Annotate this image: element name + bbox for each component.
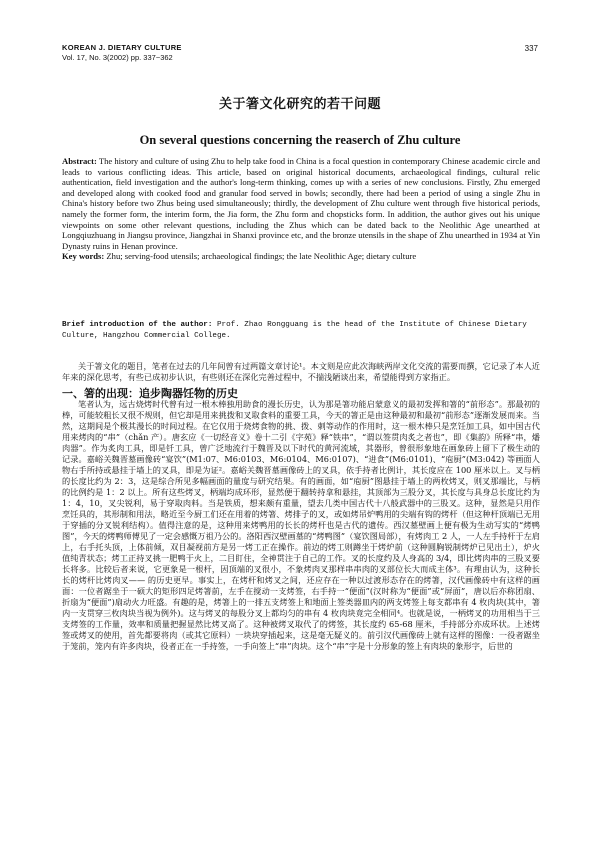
journal-header (62, 43, 182, 62)
abstract-text: The history and culture of using Zhu to help take food in China is a focal question in contemporary Chinese academic circle and leads to various conflicting ideas. This article, based on original historical documents, archaeological findings, cultural relic authentication, field investigation and the author's long-term thinking, comes up with a series of new conclusions. Firstly, Zhu emerged and developed along with cooked food and granular food served in bowls; secondly, there had been a period of using a single Zhu in China's history before two Zhus being used simultaneously; thirdly, the development of Zhu culture went through five historical periods, namely the former form, the interim form, the Jia form, the Zhu form and chopsticks form. In addition, the author gives out his unique viewpoints on some other relevant questions, including the Zhus which can be dated back to the Neolithic Age unearthed at Longqiuzhuang in Jiangsu province, Jiangzhai in Shanxi province etc, and the bronze utensils in the shape of Zhu unearthed in 1934 at Yin Dynasty ruins in Henan province. (62, 156, 540, 251)
volume-info: Vol. 17, No. 3(2002) pp. 337~362 (62, 52, 173, 62)
author-brief (62, 320, 542, 342)
intro-paragraph: 关于箸文化的题目，笔者在过去的几年间曾有过两篇文章讨论¹。本文则是应此次海峡两岸文化交流的需要而撰，它记录了本人近年来的深化思考，有些已成初步认识，有些则还在深化完善过程中，不揣浅陋谈出来，希望能得到方家指正。 (62, 361, 540, 382)
journal-name: KOREAN J. DIETARY CULTURE (62, 43, 182, 52)
keywords-text: Zhu; serving-food utensils; archaeological findings; the late Neolithic Age; dietary culture (106, 251, 417, 262)
section-heading: 一、箸的出现：追步陶器饪物的历史 (62, 387, 238, 400)
chinese-title: 关于箸文化研究的若干问题 (218, 97, 381, 112)
english-title: On several questions concerning the reaserch of Zhu culture (139, 133, 461, 147)
section-paragraph: 笔者认为，远古烧烤时代曾有过一根木棒独用助食的漫长历史，认为那是箸功能启蒙意义的最初发挥和箸的“前形态”。那最初的棒，可能较粗长又很不规则，但它却是用来挑拨和叉取食料的重要工具，今天的箸正是由这种最初和最初“前形态”逐渐发展而来。当然，这期间是个极其漫长的时间过程。在它仅用于烧烤食物的挑、拨、刺等动作的作用时，这一根木棒只是烹饪加工具，如中国古代用来烤肉的“串”（chǎn 产）。唐玄应《一切经音义》卷十二引《字苑》释“铁串”，“谓以签贯肉炙之者也”，即《集韵》所释“串，燔肉器”。作为炙肉工具，即是钎工具，曾广泛地流行于魏晋及以下时代的黄河流域，其器形，曾很形象地在画象砖上留下了极生动的记录。嘉峪关魏晋墓画像砖“宴饮”(M1:07、M6:0103、M6:0104、M6:0107)、“进食”(M6:0101)、“庖厨”(M3:042) 等画面人物右手所持或悬挂于墙上的叉具，即是为证²。嘉峪关魏晋墓画像砖上的叉具，依手持者比例计，其长度应在 100 厘米以上。叉与柄的长度比约为 2：3，这是综合所见多幅画面的量度与研究结果。有的画面，如“庖厨”图悬挂于墙上的两枚烤叉，则叉那端比，与柄的比例约是 1：2 以上。所有这些烤叉，柄端均成环形，显然便于翻转持拿和悬挂，其顶部为三股分叉，其长度与具身总长度比约为 1：4，10，叉尖锐利，易于穿取肉料。当是铁质，想来颇有重量，望去几类中国古代十八般武器中的三股叉。这种，显然是只用作烹饪具的，其形制和用法，略近至今厨工们还在用着的烤箸、烤排子的叉，或如烤吊炉鸭用的尖端有钩的烤杆（但这种杆顶端已无用于穿插的分叉锐利结构）。值得注意的是，这种用来烤鸭用的长长的烤杆也是古代的遗传。西汉墓壁画上便有极为生动写实的“烤鸭图”，今天的烤鸭师傅见了一定会感慨万祖乃公的。洛阳西汉壁画墓的“烤鸭图”（宴饮图局部），有烤肉工 2 人，一人左手持杆于左肩上，右手托头顶，上体前倾，双目凝视前方是另一烤工正在操作。前边的烤工则蹲坐于烤炉前（这种圆胸锐制烤炉已见出土），炉火值纯青状态；烤工正持叉挑一肥鸭于火上，二目盯住，全神贯注于自己的工作。叉的长度约及人身高的 3/4，即比烤肉串的三股叉要长将多。比较后者来说，它更象是一根杆，因顶端的叉很小，不象烤肉叉那样串串肉的叉部位长大而成主体³。有理由认为，这种长长的烤杆比烤肉叉—— 的历史更早。事实上，在烤杆和烤叉之间，还应存在一种以过渡形态存在的烤箸，汉代画像砖中有这样的画面：一位者踞坐于一硕大的矩形四足烤箸前，左手在搅动一支烤签，右手持一“便面”(汉时称为“便面”或“屏面”，唐以后亦称团扇、折扇为“便面”)扇动火力旺盛。有趣的是，烤箸上的一排五支烤签上和地面上签类器皿内的两支烤签上每支都串有 4 枚肉块(其中，箸内一支贯穿三枚肉块当视为例外)。这与烤叉的每股分叉上都均匀的串有 4 枚肉块竟完全相同⁴。也就是说，一柄烤叉的功用相当于三支烤签的工作量，效率和质量把握显然比烤叉高了。这种被烤叉取代了的烤签，其长度约 65-68 厘米，手持部分亦成环状。上述烤签或烤叉的使用，首先都要将肉（或其它原料）一块块穿插起来，这是毫无疑义的。前引汉代画像砖上就有这样的图像：一役者踞坐于笼前，笼内有许多肉块，役者正在一手持签，一手向签上“串”肉块。这个“串”字是十分形象的签上有肉块的象形字，后世的 (62, 399, 540, 651)
brief-label: Brief introduction of the author: (62, 321, 213, 329)
abstract-block (62, 156, 540, 262)
keywords-label: Key words: (62, 251, 105, 262)
brief-text: Prof. Zhao Rongguang is the head of the Institute of Chinese Dietary Culture, Hangzhou Commercial College. (62, 321, 527, 340)
page-number: 337 (524, 44, 538, 53)
abstract-label: Abstract: (62, 156, 97, 166)
